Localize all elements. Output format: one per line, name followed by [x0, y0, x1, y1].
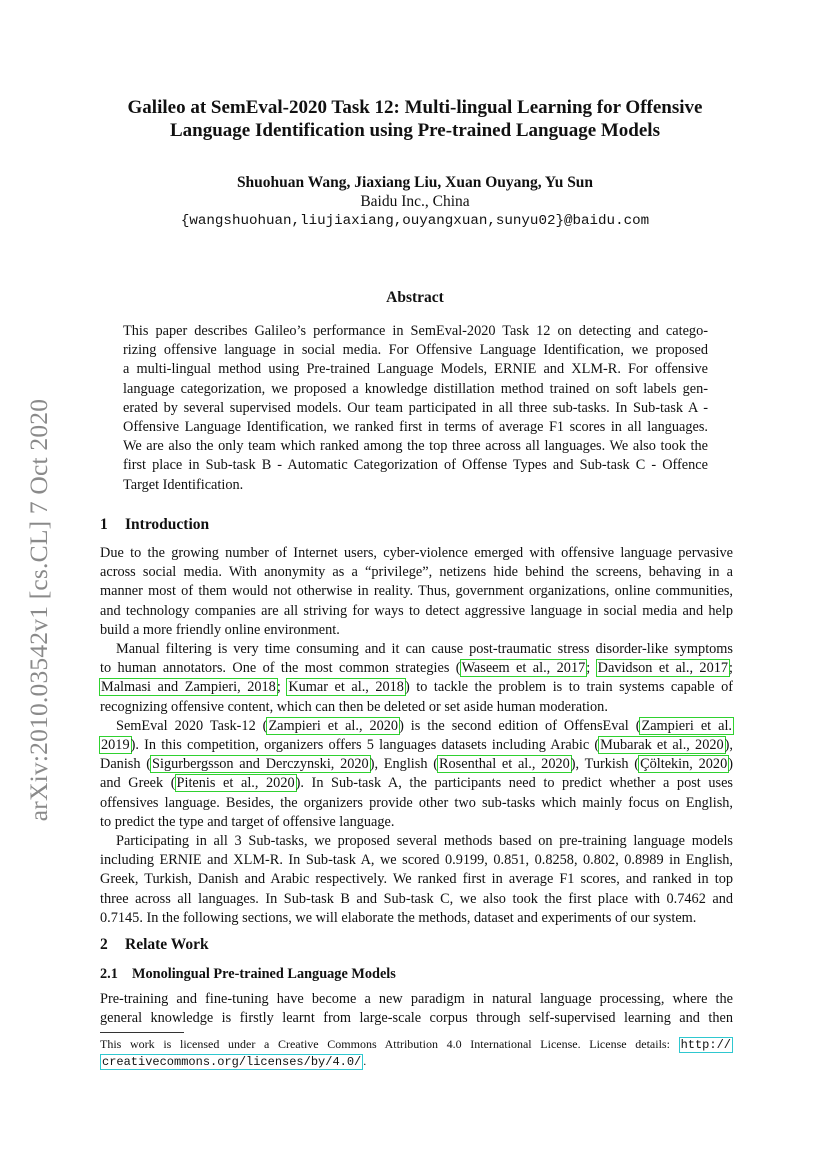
citation-link[interactable]: Sigurbergsson and Derczynski, 2020 — [152, 756, 369, 773]
section-heading-introduction — [100, 516, 209, 534]
paragraph-line: manner most of them would not otherwise in reality. Thus, government organizations, online communities, — [100, 583, 733, 600]
paragraph-line: SemEval 2020 Task-12 (Zampieri et al., 2020) is the second edition of OffensEval (Zampieri et al. — [116, 717, 732, 734]
abstract-line: language categorization, we proposed a knowledge distillation method trained on soft labels gen- — [123, 380, 708, 397]
introduction-body — [100, 544, 733, 928]
citation-link[interactable]: Malmasi and Zampieri, 2018 — [101, 679, 276, 696]
section-title: Relate Work — [125, 936, 209, 953]
citation-link[interactable]: Mubarak et al., 2020 — [600, 737, 724, 754]
paper-title — [90, 96, 740, 142]
paragraph-line: recognizing offensive content, which can then be deleted or set aside human moderation. — [100, 698, 608, 715]
subsection-heading — [100, 966, 396, 983]
subsection-title: Monolingual Pre-trained Language Models — [132, 966, 396, 982]
section-number: 1 — [100, 516, 108, 533]
abstract-heading: Abstract — [386, 289, 444, 306]
paragraph-line: Due to the growing number of Internet users, cyber-violence emerged with offensive language pervasive — [100, 545, 733, 561]
paragraph-line: general knowledge is firstly learnt from large-scale corpus through self-supervised learning and then — [100, 1010, 733, 1027]
paragraph-line: three across all languages. In Sub-task B and Sub-task C, we also took the first place with 0.7462 and — [100, 890, 733, 907]
abstract-line: rizing offensive language in social media. For Offensive Language Identification, we proposed — [123, 342, 708, 359]
citation-link[interactable]: Davidson et al., 2017 — [597, 660, 729, 677]
title-line: Language Identification using Pre-trained Language Models — [170, 120, 660, 141]
abstract-line: We are also the only team which ranked among the top three across all languages. We also took the — [123, 438, 708, 455]
abstract-line: erated by several supervised models. Our team participated in all three sub-tasks. In Sub-task A - — [123, 399, 708, 416]
paragraph-line: Participating in all 3 Sub-tasks, we proposed several methods based on pre-training language models — [116, 833, 733, 850]
abstract-line: Offensive Language Identification, we ranked first in terms of average F1 scores in all languages. — [123, 419, 708, 436]
paragraph-line: build a more friendly online environment. — [100, 621, 340, 638]
abstract-line: Target Identification. — [123, 476, 244, 493]
abstract-line: a multi-lingual method using Pre-trained Language Models, ERNIE and XLM-R. For offensive — [123, 361, 708, 378]
footnote-line: creativecommons.org/licenses/by/4.0/ . — [102, 1054, 367, 1069]
arxiv-identifier: arXiv:2010.03542v1 [cs.CL] 7 Oct 2020 — [24, 398, 53, 822]
author-emails: {wangshuohuan,liujiaxiang,ouyangxuan,sunyu02}@baidu.com — [180, 213, 650, 229]
license-footnote — [100, 1036, 733, 1070]
paragraph-line: Manual filtering is very time consuming and it can cause post-traumatic stress disorder-like symptoms — [116, 641, 733, 658]
paragraph-line: and technology companies are all striving for ways to detect aggressive language in social media and help — [100, 602, 733, 619]
paragraph-line: and Greek (Pitenis et al., 2020). In Sub-task A, the participants need to predict whether a post uses — [100, 775, 733, 792]
citation-link[interactable]: Kumar et al., 2018 — [288, 679, 404, 696]
section-number: 2 — [100, 936, 108, 953]
subsection-number: 2.1 — [100, 966, 118, 982]
paragraph-line: 0.7145. In the following sections, we will elaborate the methods, dataset and experiments of our system. — [100, 909, 697, 926]
citation-link[interactable]: Pitenis et al., 2020 — [176, 775, 295, 792]
citation-link[interactable]: Çöltekin, 2020 — [640, 756, 728, 773]
abstract-line: first place in Sub-task B - Automatic Categorization of Offense Types and Sub-task C - Offence — [123, 457, 708, 474]
paragraph-line: including ERNIE and XLM-R. In Sub-task A, we scored 0.9199, 0.851, 0.8258, 0.802, 0.8989 in English, — [100, 852, 733, 869]
license-url-link[interactable]: http:// — [680, 1038, 731, 1052]
section-title: Introduction — [125, 516, 210, 533]
citation-link[interactable]: Zampieri et al., 2020 — [268, 717, 399, 734]
citation-link[interactable]: Zampieri et al. — [641, 717, 732, 734]
paragraph-line: Greek, Turkish, Danish and Arabic respectively. We ranked first in average F1 scores, and ranked in top — [100, 871, 733, 888]
paragraph-line: Pre-training and fine-tuning have become a new paradigm in natural language processing, where the — [100, 991, 733, 1007]
paragraph-line: Malmasi and Zampieri, 2018; Kumar et al., 2018) to tackle the problem is to train systems capable of — [101, 679, 734, 696]
paragraph-line: across social media. With anonymity as a “privilege”, netizens hide behind the screens, behaving in a — [100, 564, 733, 581]
footnote-line: This work is licensed under a Creative Commons Attribution 4.0 International License. License details: http:// — [100, 1037, 731, 1052]
footnote-rule — [100, 1032, 184, 1033]
license-url-link[interactable]: creativecommons.org/licenses/by/4.0/ — [102, 1055, 362, 1069]
paragraph-line: Danish (Sigurbergsson and Derczynski, 2020), English (Rosenthal et al., 2020), Turkish (Çöltekin, 2020) — [100, 756, 733, 773]
title-line: Galileo at SemEval-2020 Task 12: Multi-lingual Learning for Offensive — [127, 97, 703, 118]
paragraph-line: to human annotators. One of the most common strategies (Waseem et al., 2017; Davidson et al., 2017; — [100, 660, 734, 677]
section-heading-related-work — [100, 936, 209, 954]
affiliation: Baidu Inc., China — [360, 193, 470, 210]
abstract-text — [123, 322, 708, 495]
citation-link[interactable]: 2019 — [101, 737, 130, 754]
paragraph-line: offensives language. Besides, the organizers provide other two sub-tasks which mainly focus on English, — [100, 794, 733, 811]
paragraph-line: 2019). In this competition, organizers offers 5 languages datasets including Arabic (Mubarak et al., 2020), — [101, 737, 733, 754]
author-block — [90, 173, 740, 231]
abstract-line: This paper describes Galileo’s performance in SemEval-2020 Task 12 on detecting and catego- — [123, 323, 708, 339]
author-names: Shuohuan Wang, Jiaxiang Liu, Xuan Ouyang, Yu Sun — [236, 174, 594, 191]
paragraph-line: to predict the type and target of offensive language. — [100, 813, 395, 830]
related-work-body — [100, 990, 733, 1028]
citation-link[interactable]: Rosenthal et al., 2020 — [438, 756, 570, 773]
citation-link[interactable]: Waseem et al., 2017 — [461, 660, 586, 677]
